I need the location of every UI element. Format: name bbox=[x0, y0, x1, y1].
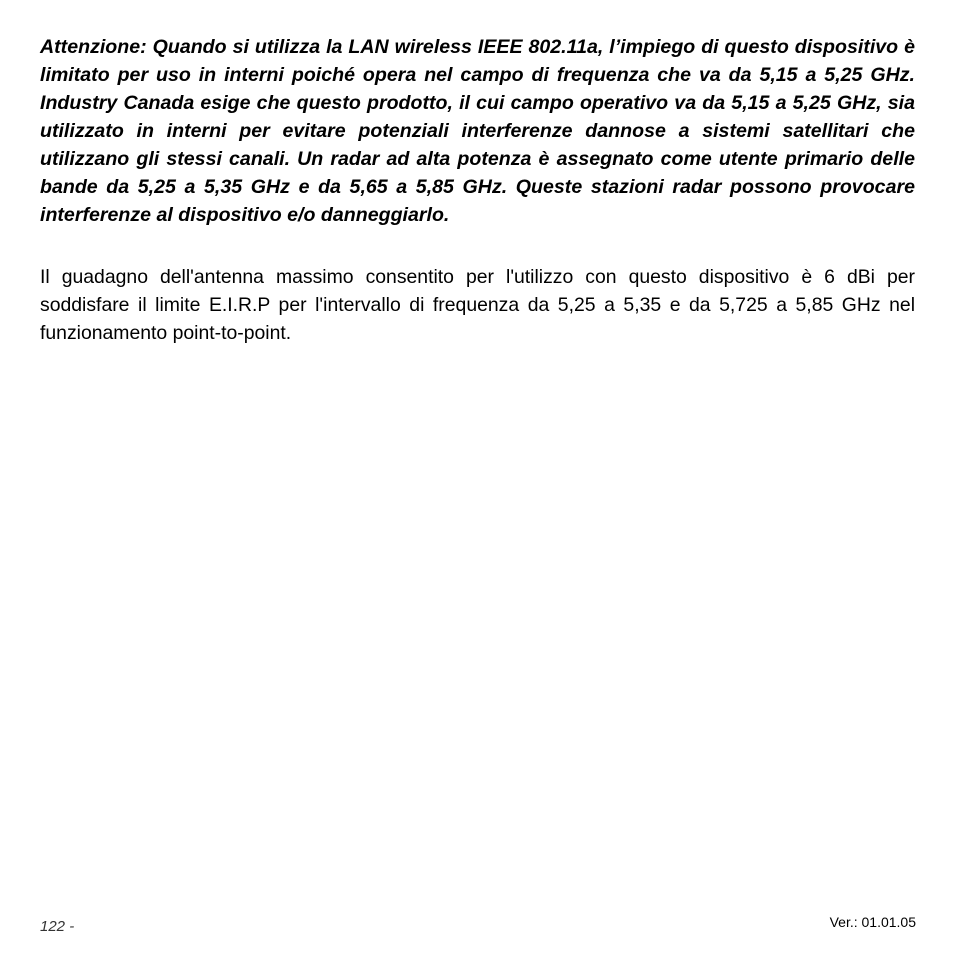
warning-paragraph: Attenzione: Quando si utilizza la LAN wireless IEEE 802.11a, l’impiego di questo dispositivo è limitato per uso in interni poiché opera nel campo di frequenza che va da 5,15 a 5,25 GHz. Industry Canada esige che questo prodotto, il cui campo operativo va da 5,15 a 5,25 GHz, sia utilizzato in interni per evitare potenziali interferenze dannose a sistemi satellitari che utilizzano gli stessi canali. Un radar ad alta potenza è assegnato come utente primario delle bande da 5,25 a 5,35 GHz e da 5,65 a 5,85 GHz. Queste stazioni radar possono provocare interferenze al dispositivo e/o danneggiarlo. bbox=[40, 36, 915, 226]
page-number: 122 - bbox=[40, 918, 75, 935]
antenna-gain-paragraph: Il guadagno dell'antenna massimo consentito per l'utilizzo con questo dispositivo è 6 dBi per soddisfare il limite E.I.R.P per l'intervallo di frequenza da 5,25 a 5,35 e da 5,725 a 5,85 GHz nel funzionamento point-to-point. bbox=[40, 266, 915, 344]
version-label: Ver.: 01.01.05 bbox=[829, 914, 916, 930]
